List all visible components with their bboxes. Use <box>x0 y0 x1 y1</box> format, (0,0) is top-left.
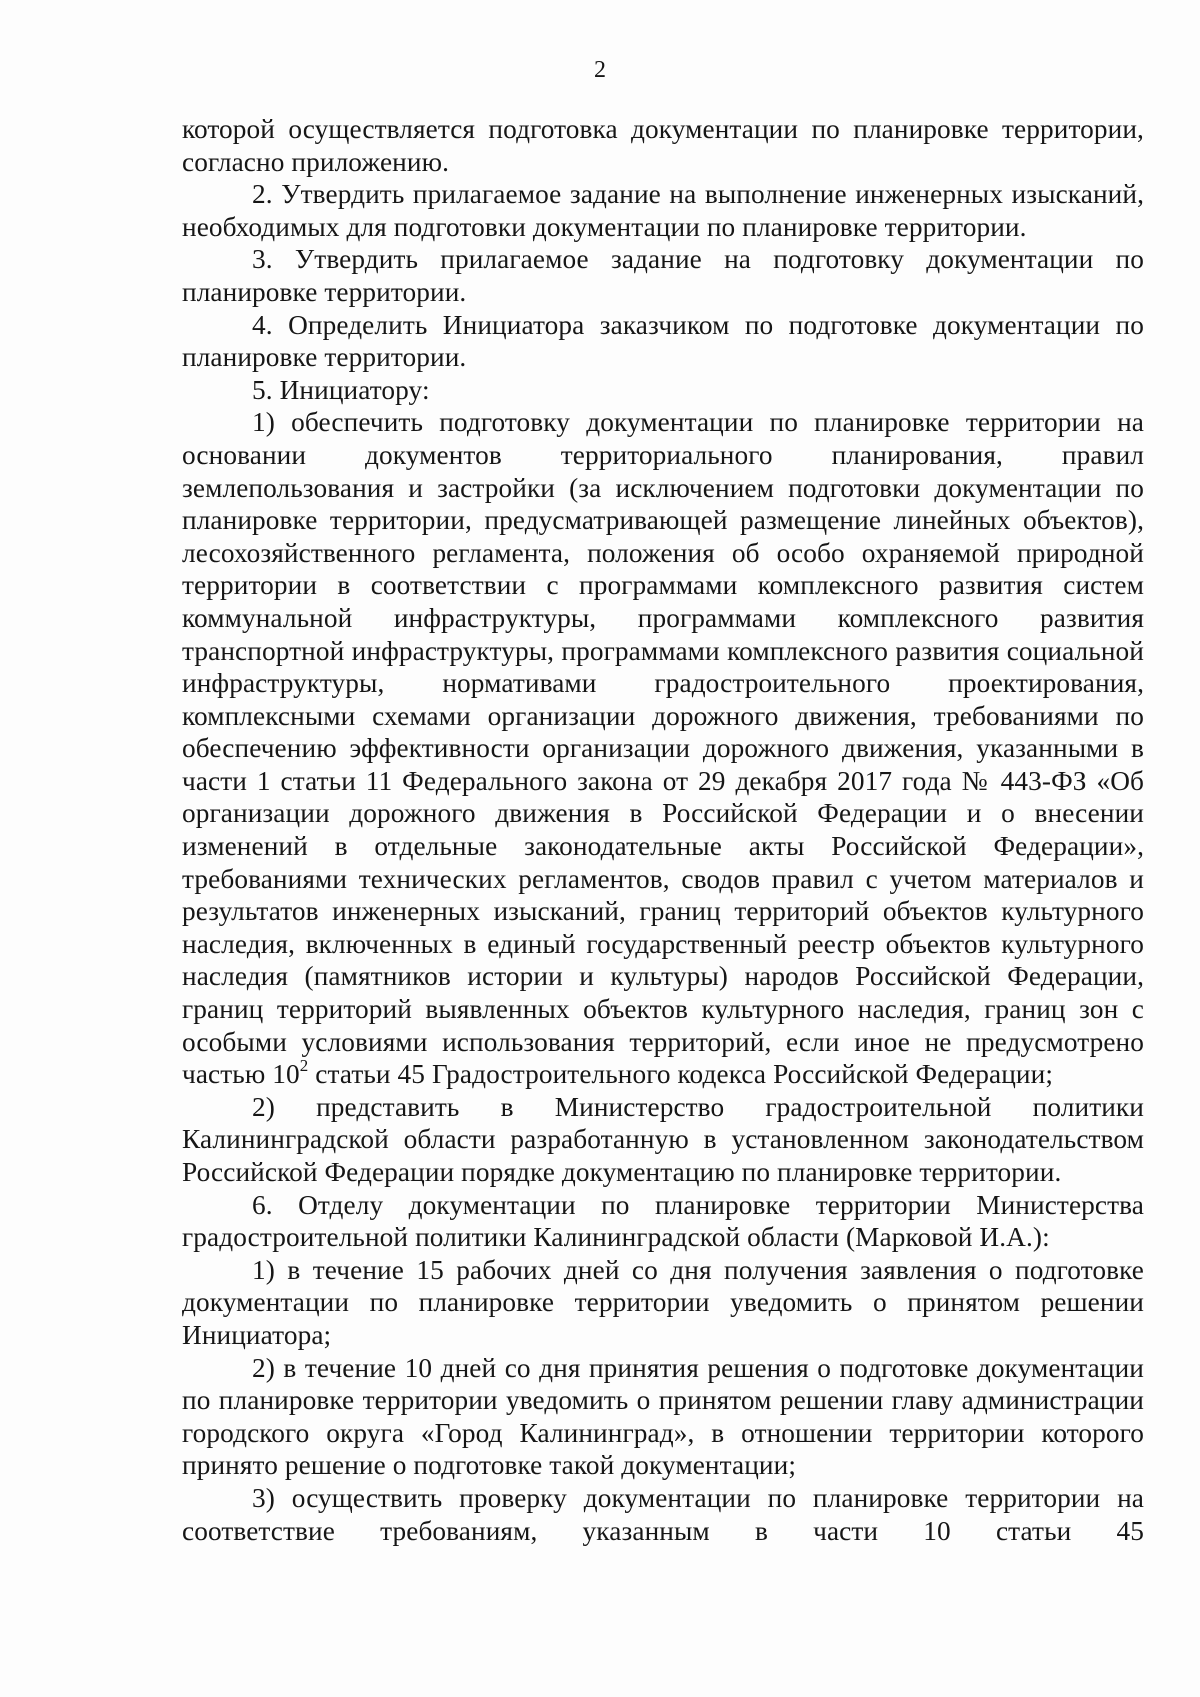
paragraph-item-3: 3. Утвердить прилагаемое задание на подготовку документации по планировке территории. <box>182 244 1144 307</box>
paragraph-item-6-3: 3) осуществить проверку документации по планировке территории на соответствие требованиям, указанным в части 10 статьи 45 <box>182 1482 1144 1546</box>
paragraph-item-5: 5. Инициатору: <box>252 374 430 405</box>
paragraph-item-2: 2. Утвердить прилагаемое задание на выполнение инженерных изысканий, необходимых для подготовки документации по планировке территории. <box>182 179 1144 242</box>
paragraph-item-4: 4. Определить Инициатора заказчиком по подготовке документации по планировке территории. <box>182 309 1144 373</box>
paragraph-item-6-1: 1) в течение 15 рабочих дней со дня получения заявления о подготовке документации по планировке территории уведомить о принятом решении Инициатора; <box>182 1254 1144 1350</box>
document-body <box>182 113 1144 1547</box>
paragraph-item-5-1-text: 1) обеспечить подготовку документации по планировке территории на основании документов территориального планирования, правил землепользования и застройки (за исключением подготовки документации по планировке территории, предусматривающей размещение линейных объектов), лесохозяйственного регламента, положения об особо охраняемой природной территории в соответствии с программами комплексного развития систем коммунальной инфраструктуры, программами комплексного развития транспортной инфраструктуры, программами комплексного развития социальной инфраструктуры, нормативами градостроительного проектирования, комплексными схемами организации дорожного движения, требованиями по обеспечению эффективности организации дорожного движения, указанными в части 1 статьи 11 Федерального закона от 29 декабря 2017 года № 443-ФЗ «Об организации дорожного движения в Российской Федерации и о внесении изменений в отдельные законодательные акты Российской Федерации», требованиями технических регламентов, сводов правил с учетом материалов и результатов инженерных изысканий, границ территорий объектов культурного наследия, включенных в единый государственный реестр объектов культурного наследия (памятников истории и культуры) народов Российской Федерации, границ территорий выявленных объектов культурного наследия, границ зон с особыми условиями использования территорий, если иное не предусмотрено частью 10 <box>182 407 1144 1090</box>
paragraph-item-5-1-tail: статьи 45 Градостроительного кодекса Российской Федерации; <box>308 1059 1054 1090</box>
superscript: 2 <box>299 1056 309 1076</box>
paragraph-continuation: которой осуществляется подготовка документации по планировке территории, согласно приложению. <box>182 114 1144 177</box>
paragraph-item-5-2: 2) представить в Министерство градостроительной политики Калининградской области разработанную в установленном законодательством Российской Федерации порядке документацию по планировке территории. <box>182 1091 1144 1187</box>
page-number: 2 <box>594 57 606 83</box>
paragraph-item-6-2: 2) в течение 10 дней со дня принятия решения о подготовке документации по планировке территории уведомить о принятом решении главу администрации городского округа «Город Калининград», в отношении территории которого принято решение о подготовке такой документации; <box>182 1352 1144 1481</box>
paragraph-item-5-1 <box>182 406 1144 1090</box>
paragraph-item-6: 6. Отделу документации по планировке территории Министерства градостроительной политики Калининградской области (Марковой И.А.): <box>182 1189 1144 1253</box>
